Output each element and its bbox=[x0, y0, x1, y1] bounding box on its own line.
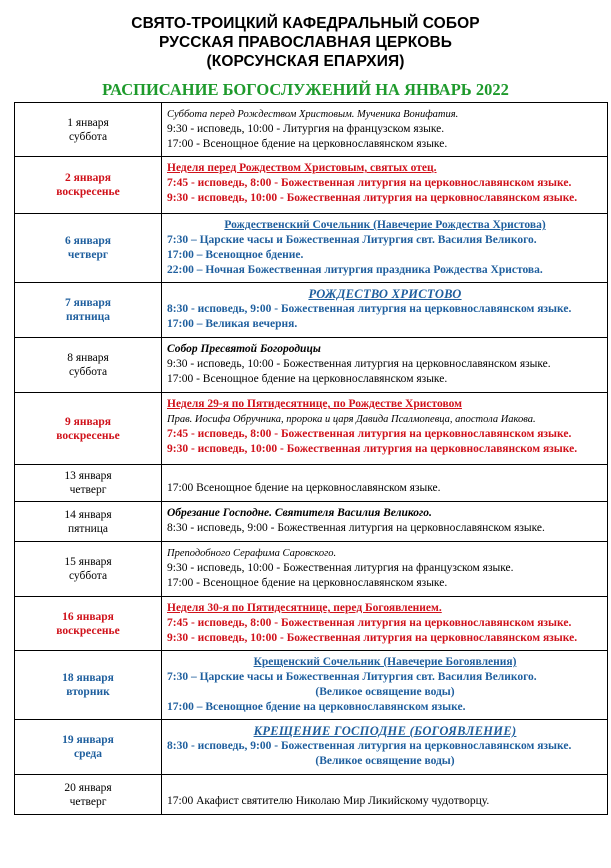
weekday-label: вторник bbox=[66, 686, 110, 698]
table-row bbox=[15, 651, 608, 720]
service-cell bbox=[162, 283, 608, 338]
diocese-name: (КОРСУНСКАЯ ЕПАРХИЯ) bbox=[206, 53, 405, 70]
service-line: (Великое освящение воды) bbox=[315, 755, 455, 767]
date-label: 19 января bbox=[62, 734, 114, 746]
weekday-label: суббота bbox=[68, 570, 108, 582]
date-cell bbox=[15, 103, 162, 157]
service-line: 8:30 - исповедь, 9:00 - Божественная литургия на церковнославянском языке. bbox=[167, 522, 545, 534]
date-cell bbox=[15, 214, 162, 283]
weekday-label: пятница bbox=[67, 522, 109, 535]
feast-title: Собор Пресвятой Богородицы bbox=[167, 343, 321, 355]
date-label: 20 января bbox=[64, 781, 112, 794]
table-row bbox=[15, 465, 608, 502]
schedule-table bbox=[14, 102, 608, 815]
service-cell bbox=[162, 651, 608, 720]
service-line: 9:30 - исповедь, 10:00 - Литургия на французском языке. bbox=[167, 123, 445, 135]
document-header bbox=[0, 0, 611, 100]
service-line: 7:30 – Царские часы и Божественная Литургия свт. Василия Великого. bbox=[167, 234, 537, 246]
service-line: 17:00 – Всенощное бдение на церковнославянском языке. bbox=[167, 701, 466, 713]
service-line: 9:30 - исповедь, 10:00 - Божественная литургия на церковнославянском языке. bbox=[167, 632, 578, 644]
date-label: 18 января bbox=[62, 672, 114, 684]
date-cell bbox=[15, 597, 162, 651]
service-line: 9:30 - исповедь, 10:00 - Божественная литургия на французском языке. bbox=[167, 562, 514, 574]
date-label: 9 января bbox=[64, 415, 112, 428]
church-name: РУССКАЯ ПРАВОСЛАВНАЯ ЦЕРКОВЬ bbox=[159, 34, 452, 51]
feast-title: Неделя перед Рождеством Христовым, святых отец. bbox=[167, 162, 437, 174]
service-line: 17:00 – Всенощное бдение. bbox=[167, 249, 304, 261]
date-cell bbox=[15, 465, 162, 502]
feast-title: РОЖДЕСТВО ХРИСТОВО bbox=[308, 287, 462, 301]
table-row bbox=[15, 214, 608, 283]
feast-subtitle: Прав. Иосифа Обручника, пророка и царя Давида Псалмопевца, апостола Иакова. bbox=[167, 414, 536, 425]
service-cell bbox=[162, 157, 608, 214]
service-line: 9:30 - исповедь, 10:00 - Божественная литургия на церковнославянском языке. bbox=[167, 358, 551, 370]
weekday-label: пятница bbox=[65, 311, 111, 323]
service-cell bbox=[162, 214, 608, 283]
weekday-label: суббота bbox=[68, 366, 108, 378]
service-line: (Великое освящение воды) bbox=[315, 686, 455, 698]
table-row bbox=[15, 338, 608, 393]
feast-title: Неделя 29-я по Пятидесятнице, по Рождестве Христовом bbox=[167, 398, 462, 410]
date-label: 7 января bbox=[64, 297, 112, 309]
service-cell bbox=[162, 393, 608, 465]
feast-title: Преподобного Серафима Саровского. bbox=[167, 548, 337, 559]
service-line: 17:00 - Всенощное бдение на церковнославянском языке. bbox=[167, 577, 448, 589]
weekday-label: суббота bbox=[68, 130, 108, 143]
service-cell bbox=[162, 542, 608, 597]
feast-title: КРЕЩЕНИЕ ГОСПОДНЕ (БОГОЯВЛЕНИЕ) bbox=[253, 724, 517, 738]
weekday-label: воскресенье bbox=[56, 624, 120, 637]
date-cell bbox=[15, 502, 162, 542]
date-cell bbox=[15, 651, 162, 720]
weekday-label: воскресенье bbox=[56, 186, 120, 198]
service-line: 7:45 - исповедь, 8:00 - Божественная литургия на церковнославянском языке. bbox=[167, 177, 572, 189]
service-cell bbox=[162, 338, 608, 393]
feast-title: Крещенский Сочельник (Навечерие Богоявления) bbox=[253, 656, 517, 668]
weekday-label: четверг bbox=[67, 249, 109, 261]
service-cell bbox=[162, 720, 608, 775]
service-line: 17:00 Акафист святителю Николаю Мир Ликийскому чудотворцу. bbox=[167, 795, 490, 807]
schedule-title: РАСПИСАНИЕ БОГОСЛУЖЕНИЙ НА ЯНВАРЬ 2022 bbox=[102, 80, 509, 99]
table-row bbox=[15, 393, 608, 465]
date-label: 14 января bbox=[64, 508, 112, 521]
weekday-label: четверг bbox=[69, 795, 107, 808]
date-cell bbox=[15, 157, 162, 214]
date-cell bbox=[15, 393, 162, 465]
date-cell bbox=[15, 338, 162, 393]
service-line: 8:30 - исповедь, 9:00 - Божественная литургия на церковнославянском языке. bbox=[167, 740, 572, 752]
date-label: 1 января bbox=[67, 116, 109, 129]
table-row bbox=[15, 720, 608, 775]
table-row bbox=[15, 775, 608, 815]
cathedral-name: СВЯТО-ТРОИЦКИЙ КАФЕДРАЛЬНЫЙ СОБОР bbox=[131, 15, 480, 32]
weekday-label: четверг bbox=[69, 484, 107, 496]
table-row bbox=[15, 103, 608, 157]
feast-title: Суббота перед Рождеством Христовым. Мученика Вонифатия. bbox=[167, 109, 459, 120]
service-line: 9:30 - исповедь, 10:00 - Божественная литургия на церковнославянском языке. bbox=[167, 443, 578, 455]
date-cell bbox=[15, 775, 162, 815]
service-line: 22:00 – Ночная Божественная литургия праздника Рождества Христова. bbox=[167, 264, 543, 276]
table-row bbox=[15, 157, 608, 214]
service-line: 8:30 - исповедь, 9:00 - Божественная литургия на церковнославянском языке. bbox=[167, 303, 572, 315]
date-label: 15 января bbox=[64, 556, 112, 568]
service-cell bbox=[162, 103, 608, 157]
service-line: 17:00 - Всенощное бдение на церковнославянском языке. bbox=[167, 373, 448, 385]
date-label: 16 января bbox=[62, 610, 114, 623]
service-line: 7:30 – Царские часы и Божественная Литургия свт. Василия Великого. bbox=[167, 671, 537, 683]
table-row bbox=[15, 283, 608, 338]
table-row bbox=[15, 502, 608, 542]
table-row bbox=[15, 542, 608, 597]
feast-title: Рождественский Сочельник (Навечерие Рождества Христова) bbox=[224, 219, 546, 231]
service-cell bbox=[162, 502, 608, 542]
date-cell bbox=[15, 542, 162, 597]
feast-title: Неделя 30-я по Пятидесятнице, перед Богоявлением. bbox=[167, 602, 442, 614]
service-line: 7:45 - исповедь, 8:00 - Божественная литургия на церковнославянском языке. bbox=[167, 617, 572, 629]
service-cell bbox=[162, 465, 608, 502]
date-cell bbox=[15, 283, 162, 338]
service-line: 9:30 - исповедь, 10:00 - Божественная литургия на церковнославянском языке. bbox=[167, 192, 578, 204]
date-label: 2 января bbox=[64, 172, 112, 184]
weekday-label: среда bbox=[73, 748, 103, 760]
date-label: 8 января bbox=[67, 352, 109, 364]
service-line: 17:00 – Великая вечерня. bbox=[167, 318, 298, 330]
service-cell bbox=[162, 597, 608, 651]
service-line: 17:00 Всенощное бдение на церковнославянском языке. bbox=[167, 482, 441, 494]
weekday-label: воскресенье bbox=[56, 429, 120, 442]
date-label: 6 января bbox=[64, 235, 112, 247]
feast-title: Обрезание Господне. Святителя Василия Великого. bbox=[167, 507, 432, 519]
table-row bbox=[15, 597, 608, 651]
service-cell bbox=[162, 775, 608, 815]
service-line: 17:00 - Всенощное бдение на церковнославянском языке. bbox=[167, 138, 448, 150]
date-label: 13 января bbox=[64, 470, 112, 482]
service-line: 7:45 - исповедь, 8:00 - Божественная литургия на церковнославянском языке. bbox=[167, 428, 572, 440]
date-cell bbox=[15, 720, 162, 775]
